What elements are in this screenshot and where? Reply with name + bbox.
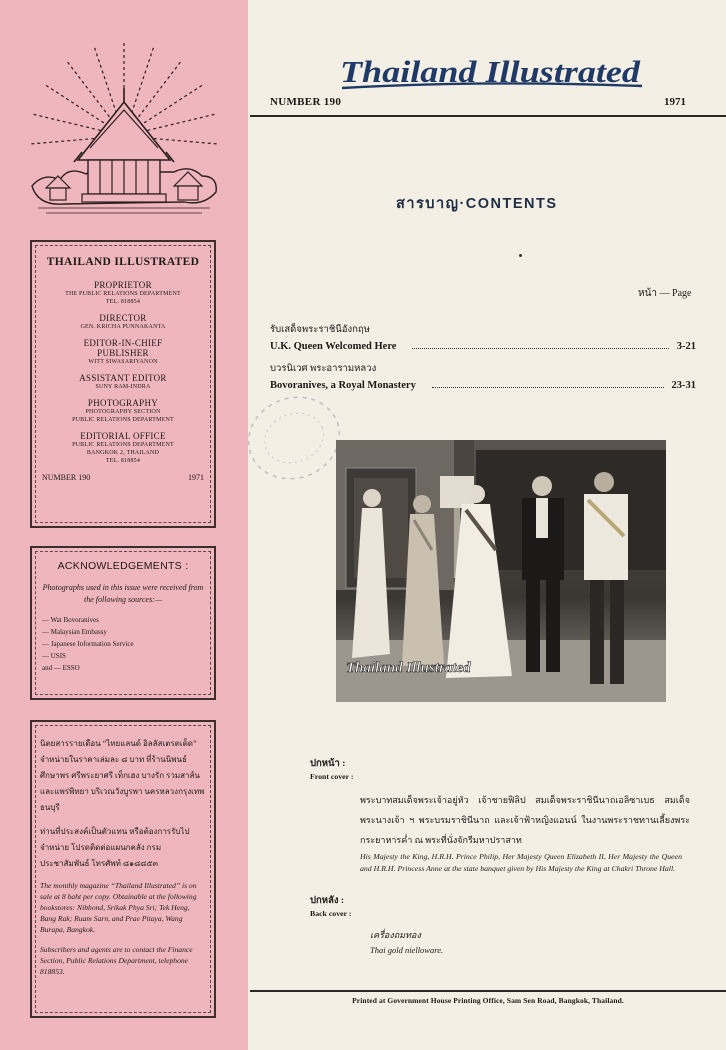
front-cover-caption: His Majesty the King, H.R.H. Prince Philip, Her Majesty Queen Elizabeth II, Her Majesty the Queen and H.R.H. Princess Anne at the state banquet given by His Majesty the King at Chakri Throne Hall. [360, 852, 682, 873]
svg-text:Thailand Illustrated: Thailand Illustrated [340, 54, 641, 89]
sales-info-box [30, 720, 216, 1018]
toc-entry-thai-title: บวรนิเวศ พระอารามหลวง [270, 364, 377, 374]
sales-info-thai: นิตยสารรายเดือน “ไทยแลนด์ อิลลัสเตรตเต็ด” จำหน่ายในราคาเล่มละ ๘ บาท ที่ร้านนิพนธ์ ศึกษาพร ศรีพระยาศรี เท็กเฮง บางรัก รวมสาส์น และแพร่พิทยา บริเวณวังบูรพา นครหลวงกรุงเทพธนบุรี [40, 739, 205, 812]
left-sidebar-panel [0, 0, 248, 1050]
masthead-box [30, 240, 216, 528]
toc-entry-title: U.K. Queen Welcomed Here [270, 341, 397, 352]
temple-sunburst-emblem [24, 36, 224, 220]
page-column-label: หน้า — Page [638, 288, 692, 299]
masthead-year: 1971 [188, 473, 204, 482]
list-item: — Wat Bovoranives [42, 616, 99, 624]
toc-entry-title: Bovoranives, a Royal Monastery [270, 380, 416, 391]
front-cover-label: Front cover : [310, 772, 354, 781]
cover-photograph-royal-group [336, 440, 666, 702]
back-cover-label-thai: ปกหลัง : [310, 896, 345, 906]
acknowledgements-title: ACKNOWLEDGEMENTS : [57, 560, 189, 572]
toc-entry-pages: 23-31 [671, 380, 696, 391]
masthead-section-photography: PHOTOGRAPHY PHOTOGRAPHY SECTION PUBLIC RELATIONS DEPARTMENT [72, 398, 174, 423]
toc-entry-pages: 3-21 [676, 341, 696, 352]
agents-info-thai: ท่านที่ประสงค์เป็นตัวแทน หรือต้องการรับไปจำหน่าย โปรดติดต่อแผนกคลัง กรมประชาสัมพันธ์ โทรศัพท์ ๘๑๘๘๕๓ [40, 827, 190, 868]
thailand-illustrated-logo [336, 50, 648, 96]
masthead-number: NUMBER 190 [42, 473, 91, 482]
masthead-title: THAILAND ILLUSTRATED [46, 256, 200, 268]
list-item: — Malaysian Embassy [42, 628, 107, 636]
masthead-section-director: DIRECTOR GEN. KRICHA PUNNAKANTA [80, 313, 166, 330]
masthead-section-assistant-editor: ASSISTANT EDITOR SUNY RAM-INDRA [79, 373, 167, 390]
back-cover-caption-thai: เครื่องถมทอง [370, 930, 421, 940]
list-item: — USIS [42, 652, 66, 660]
acknowledgements-source-list [38, 614, 208, 674]
masthead-section-editorial-office: EDITORIAL OFFICE PUBLIC RELATIONS DEPARTMENT BANGKOK 2, THAILAND TEL. 818854 [72, 431, 174, 464]
issue-number: NUMBER 190 [270, 96, 342, 108]
toc-entry-uk-queen[interactable] [270, 322, 696, 352]
contents-heading: สารบาญ·CONTENTS [396, 196, 558, 212]
dot-leader [432, 387, 664, 388]
agents-info-english: Subscribers and agents are to contact the Finance Section, Public Relations Department, telephone 818853. [40, 945, 193, 976]
dot-leader [412, 348, 668, 349]
printer-imprint: Printed at Government House Printing Office, Sam Sen Road, Bangkok, Thailand. [352, 996, 624, 1005]
front-cover-caption-thai: พระบาทสมเด็จพระเจ้าอยู่หัว เจ้าชายฟิลิป สมเด็จพระราชินีนาถเอลิซาเบธ สมเด็จพระนางเจ้า ฯ พระบรมราชินีนาถ และเจ้าฟ้าหญิงแอนน์ ในงานพระราชทานเลี้ยงพระกระยาหารค่ำ ณ พระที่นั่งจักรีมหาปราสาท [360, 795, 690, 845]
footer-divider [250, 990, 726, 992]
masthead-issue-line [40, 473, 206, 482]
list-item: — Japanese Information Service [42, 640, 134, 648]
masthead-section-editor: EDITOR-IN-CHIEF PUBLISHER WITT SIWASARIYANON [83, 338, 163, 365]
sales-info-english: The monthly magazine “Thailand Illustrated” is on sale at 8 baht per copy. Obtainable at the following bookstores: Nibhond, Srikak Phya Sri; Tek Heng, Bang Rak; Ruam Sarn, and Prae Pitaya, Wang Burapa, Bangkok. [40, 881, 197, 934]
ink-dot [519, 254, 522, 257]
photo-watermark: Thailand Illustrated [346, 660, 471, 676]
toc-entry-thai-title: รับเสด็จพระราชินีอังกฤษ [270, 325, 370, 335]
acknowledgements-intro: Photographs used in this issue were received from the following sources:— [42, 583, 204, 604]
back-cover-caption: Thai gold nielloware. [370, 945, 444, 955]
toc-entry-bovoranives[interactable] [270, 361, 696, 391]
list-item: and — ESSO [42, 664, 80, 672]
acknowledgements-box [30, 546, 216, 700]
front-cover-label-thai: ปกหน้า : [310, 759, 346, 769]
masthead-section-proprietor: PROPRIETOR THE PUBLIC RELATIONS DEPARTMENT TEL. 818854 [65, 280, 181, 305]
header-divider [250, 115, 726, 117]
back-cover-label: Back cover : [310, 909, 352, 918]
issue-year: 1971 [664, 96, 686, 108]
